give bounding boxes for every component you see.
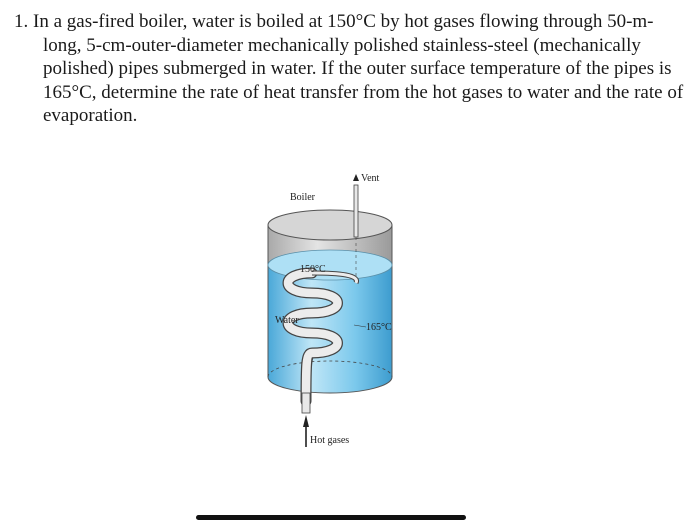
inlet-pipe [302, 393, 310, 413]
vent-pipe [354, 185, 358, 237]
water-temp-label: 150°C [300, 264, 326, 275]
water-label: Water [275, 315, 299, 326]
problem-number: 1. [14, 11, 29, 32]
boiler-figure [250, 165, 410, 455]
boiler-label: Boiler [290, 192, 315, 203]
hot-gas-arrow [303, 415, 309, 427]
problem-text: In a gas-fired boiler, water is boiled at 150°C by hot gases flowing through 50-m-long, 5-cm-outer-diameter mechanically polished stainless-steel (mechanically polished) pipes submerged in water. If the outer surface temperature of the pipes is 165°C, determine the rate of heat transfer from the hot gases to water and the rate of evaporation. [33, 11, 684, 126]
pipe-temp-label: 165°C [366, 322, 392, 333]
vent-label: Vent [361, 173, 380, 184]
problem-statement [14, 10, 690, 128]
vent-arrow [353, 174, 359, 181]
boiler-diagram [250, 165, 410, 455]
hot-gases-label: Hot gases [310, 435, 350, 446]
scroll-indicator[interactable] [196, 515, 466, 520]
tank-top [268, 210, 392, 240]
